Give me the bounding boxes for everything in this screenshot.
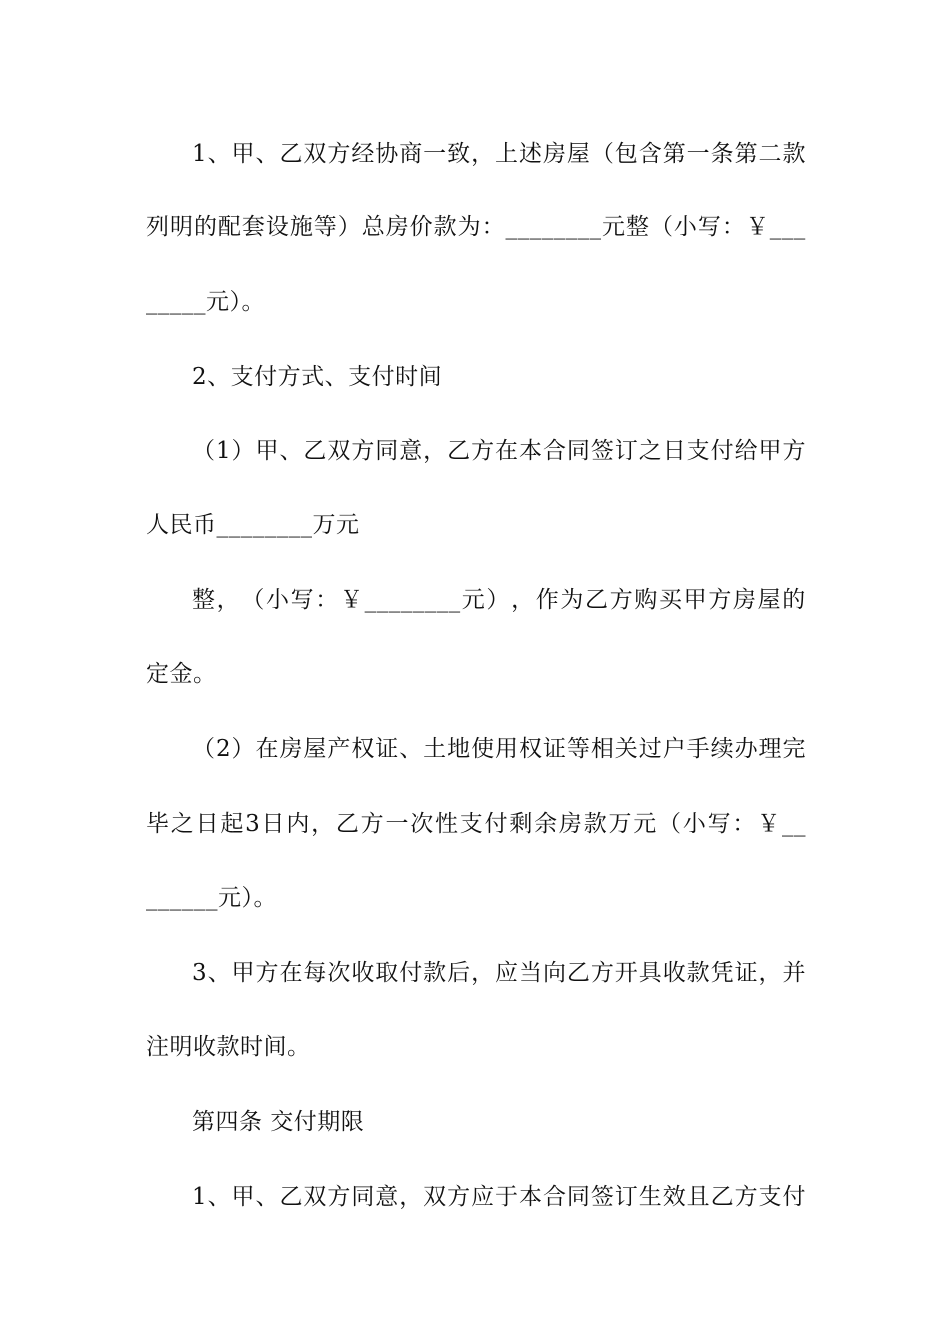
paragraph-line: 2、支付方式、支付时间 [192, 364, 443, 390]
paragraph-line: 整 ， （ 小 写 ： ￥ ________ 元 ） ， 作 为 乙 方 购 买 甲 方 房 屋 的 [192, 587, 806, 613]
paragraph-line: 3 、 甲 方 在 每 次 收 取 付 款 后 ， 应 当 向 乙 方 开 具 收 款 凭 证 ， 并 [192, 960, 806, 986]
paragraph-line: 定金。 [146, 661, 217, 687]
paragraph-line: 注明收款时间。 [146, 1034, 311, 1060]
paragraph-line: _____元）。 [146, 289, 265, 315]
paragraph-line: （ 1 ） 甲 、 乙 双 方 同 意 ， 乙 方 在 本 合 同 签 订 之 日 支 付 给 甲 方 [192, 438, 806, 464]
paragraph-line: 毕 之 日 起 3 日 内 ， 乙 方 一 次 性 支 付 剩 余 房 款 万 元 （ 小 写 ： ￥ __ [146, 811, 806, 837]
paragraph-line: 列 明 的 配 套 设 施 等 ） 总 房 价 款 为 ： ________ 元 整 （ 小 写 ： ￥ ___ [146, 214, 806, 240]
paragraph-line: ______元）。 [146, 885, 277, 911]
paragraph-line: 1 、 甲 、 乙 双 方 经 协 商 一 致 ， 上 述 房 屋 （ 包 含 第 一 条 第 二 款 [192, 141, 806, 167]
paragraph-line: 人民币________万元 [146, 512, 360, 538]
section-heading: 第四条 交付期限 [192, 1109, 365, 1135]
paragraph-line: （ 2 ） 在 房 屋 产 权 证 、 土 地 使 用 权 证 等 相 关 过 户 手 续 办 理 完 [192, 736, 806, 762]
paragraph-line: 1 、 甲 、 乙 双 方 同 意 ， 双 方 应 于 本 合 同 签 订 生 效 且 乙 方 支 付 [192, 1184, 806, 1210]
